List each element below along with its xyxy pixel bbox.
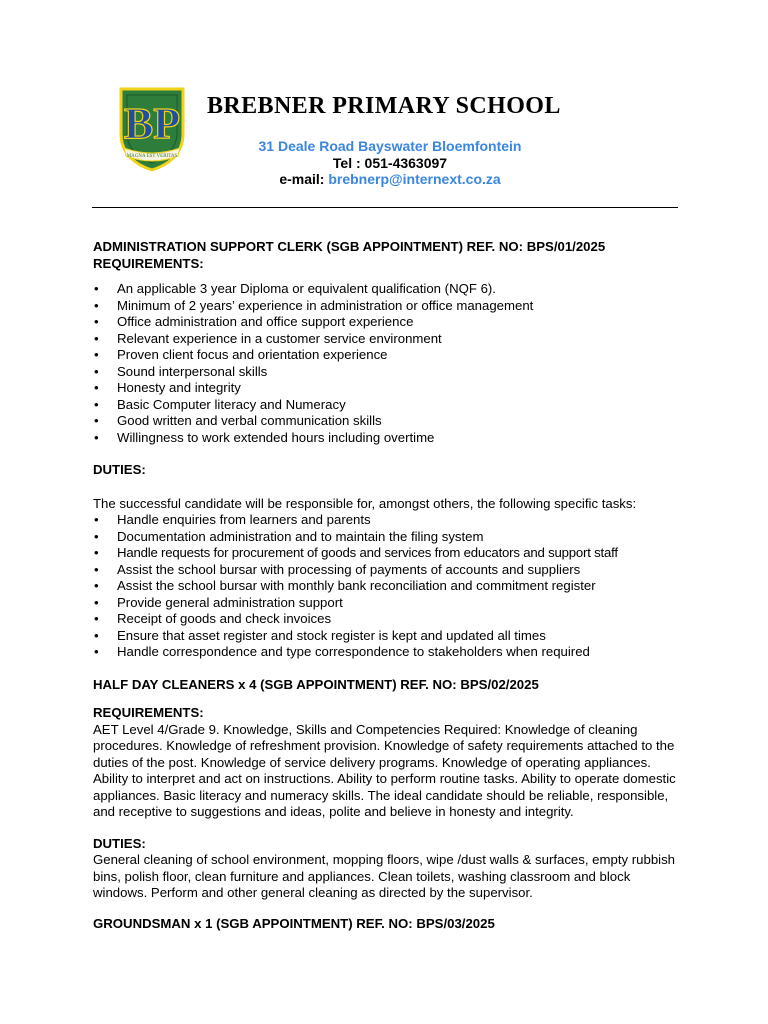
- list-item: • Office administration and office support experience: [93, 314, 683, 331]
- list-item: • Willingness to work extended hours including overtime: [93, 430, 683, 447]
- section-1-requirements-list: [93, 281, 683, 446]
- section-1-duties-intro: The successful candidate will be responsible for, amongst others, the following specific tasks:: [93, 495, 637, 511]
- list-item: • Assist the school bursar with monthly bank reconciliation and commitment register: [93, 578, 683, 595]
- list-item: • Relevant experience in a customer service environment: [93, 331, 683, 348]
- list-item: • Provide general administration support: [93, 595, 683, 612]
- section-2-duties-heading: DUTIES:: [93, 835, 146, 851]
- contact-block: [190, 138, 590, 188]
- section-2-title: HALF DAY CLEANERS x 4 (SGB APPOINTMENT) REF. NO: BPS/02/2025: [93, 676, 539, 692]
- section-2-requirements-heading: REQUIREMENTS:: [93, 705, 204, 720]
- list-item: • Handle correspondence and type correspondence to stakeholders when required: [93, 644, 683, 661]
- school-crest-logo: [118, 86, 186, 172]
- section-1-requirements-heading: REQUIREMENTS:: [93, 255, 204, 271]
- school-address: 31 Deale Road Bayswater Bloemfontein: [258, 138, 522, 154]
- list-item: • Good written and verbal communication skills: [93, 413, 683, 430]
- list-item: • An applicable 3 year Diploma or equivalent qualification (NQF 6).: [93, 281, 683, 298]
- list-item: • Documentation administration and to maintain the filing system: [93, 529, 683, 546]
- section-2-duties-text: General cleaning of school environment, mopping floors, wipe /dust walls & surfaces, empty rubbish bins, polish floor, clean furniture and appliances. Clean toilets, washing classroom and block windows. Perform and other general cleaning as directed by the supervisor.: [93, 852, 676, 900]
- section-1-duties-list: [93, 512, 683, 661]
- list-item: • Assist the school bursar with processing of payments of accounts and suppliers: [93, 562, 683, 579]
- section-3-title: GROUNDSMAN x 1 (SGB APPOINTMENT) REF. NO: BPS/03/2025: [93, 915, 495, 931]
- school-telephone: Tel : 051-4363097: [332, 154, 448, 171]
- school-email-line: [190, 171, 590, 188]
- list-item: • Handle enquiries from learners and parents: [93, 512, 683, 529]
- crest-monogram: BP: [123, 99, 181, 148]
- header-divider: [92, 207, 678, 208]
- list-item: • Sound interpersonal skills: [93, 364, 683, 381]
- list-item: • Basic Computer literacy and Numeracy: [93, 397, 683, 414]
- school-name: BREBNER PRIMARY SCHOOL: [207, 93, 561, 119]
- list-item: • Proven client focus and orientation experience: [93, 347, 683, 364]
- email-link[interactable]: brebnerp@internext.co.za: [328, 171, 501, 187]
- list-item: • Honesty and integrity: [93, 380, 683, 397]
- section-1-title: ADMINISTRATION SUPPORT CLERK (SGB APPOINTMENT) REF. NO: BPS/01/2025: [93, 239, 606, 254]
- section-2-requirements-text: AET Level 4/Grade 9. Knowledge, Skills and Competencies Required: Knowledge of cleaning procedures. Knowledge of refreshment provision. Knowledge of safety requirements attached to the duties of the post. Knowledge of service delivery programs. Knowledge of operating appliances. Ability to interpret and act on instructions. Ability to perform routine tasks. Ability to operate domestic appliances. Basic literacy and numeracy skills. The ideal candidate should be reliable, responsible, and receptive to suggestions and ideas, polite and believe in honesty and integrity.: [93, 721, 676, 819]
- document-body: [93, 239, 683, 932]
- list-item: • Handle requests for procurement of goods and services from educators and support staff: [93, 545, 683, 562]
- list-item: • Receipt of goods and check invoices: [93, 611, 683, 628]
- section-1-duties-heading: DUTIES:: [93, 462, 146, 477]
- crest-motto: MAGNA EST VERITAS: [126, 154, 178, 159]
- list-item: • Ensure that asset register and stock register is kept and updated all times: [93, 628, 683, 645]
- email-label: e-mail:: [279, 171, 329, 187]
- list-item: • Minimum of 2 years’ experience in administration or office management: [93, 298, 683, 315]
